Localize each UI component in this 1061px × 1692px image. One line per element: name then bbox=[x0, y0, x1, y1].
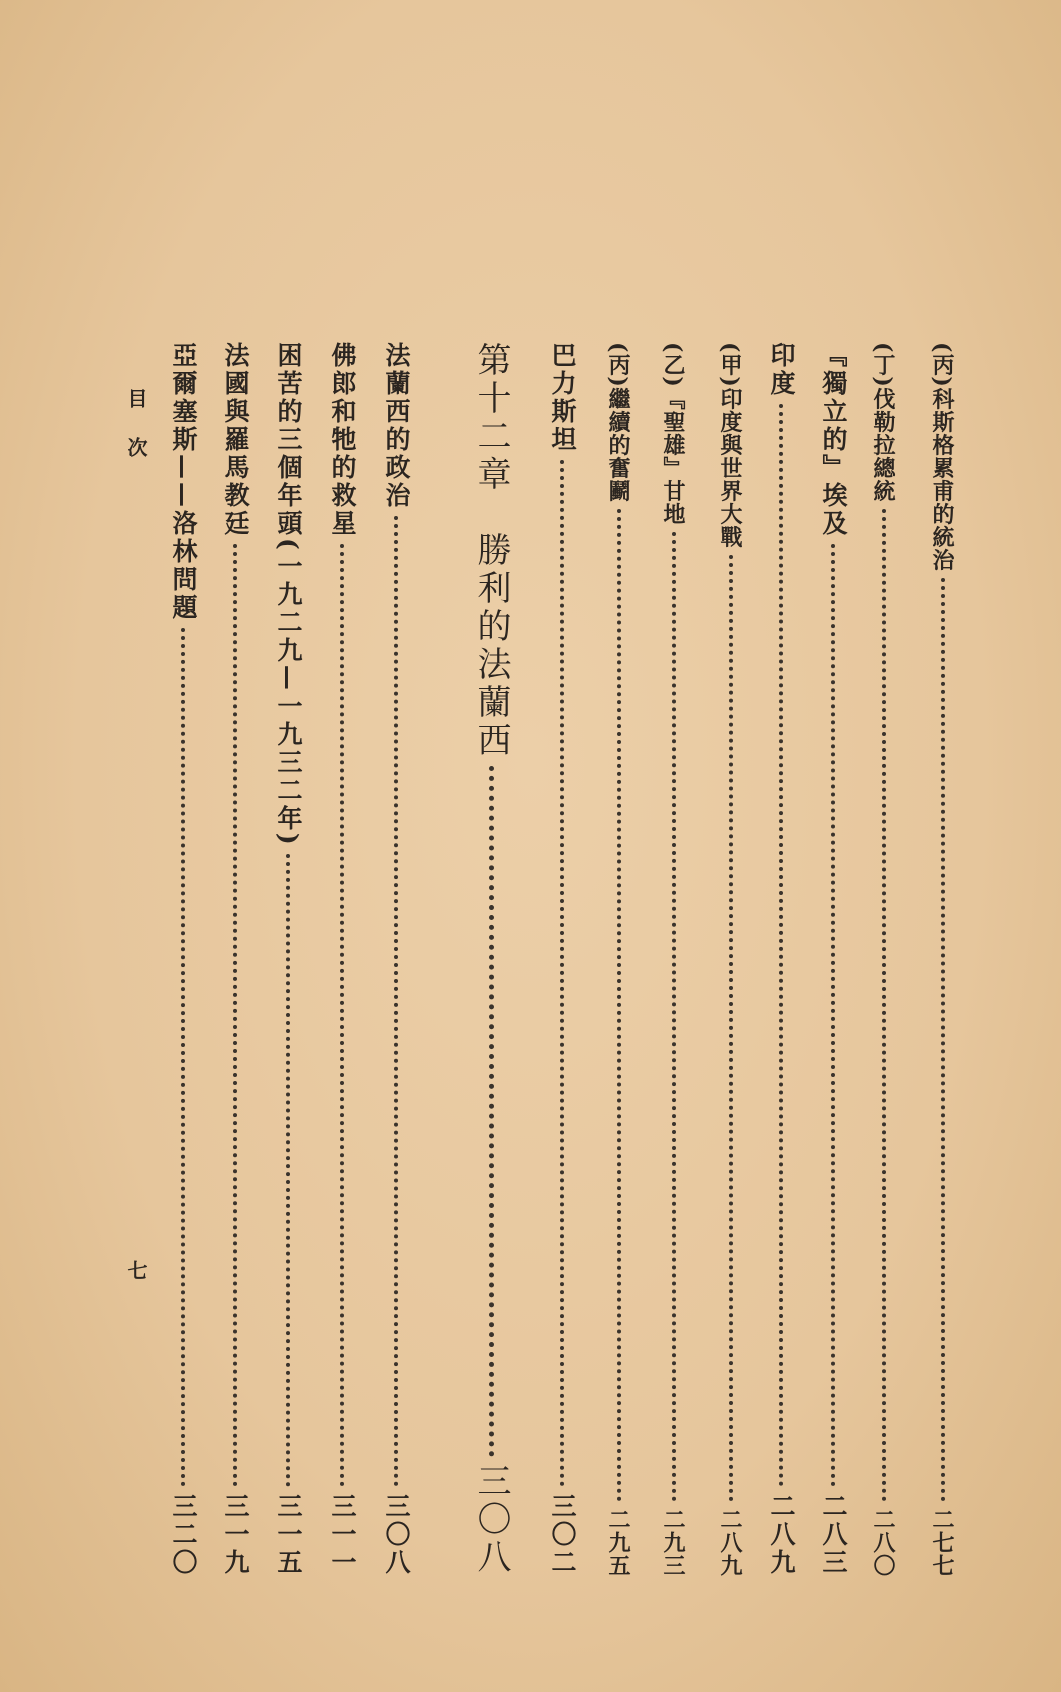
entry-title: 佛郎和牠的救星 bbox=[328, 342, 357, 538]
dot-leader bbox=[882, 509, 886, 1502]
entry-page-number: 三一一 bbox=[328, 1493, 357, 1577]
entry-title: 亞爾塞斯——洛林問題 bbox=[169, 342, 198, 622]
toc-entry[interactable] bbox=[217, 342, 253, 1577]
toc-entry[interactable] bbox=[324, 342, 360, 1577]
dot-leader bbox=[672, 532, 676, 1502]
entry-title: 法國與羅馬教廷 bbox=[221, 342, 250, 538]
entry-title: 巴力斯坦 bbox=[548, 342, 577, 454]
entry-title: 『獨立的』埃及 bbox=[819, 342, 848, 538]
entry-page-number: 二八九 bbox=[767, 1493, 796, 1577]
dot-leader bbox=[941, 578, 945, 1502]
entry-title: 困苦的三個年頭(一九二九—一九三二年) bbox=[274, 342, 303, 848]
chapter-title: 第十二章 勝利的法蘭西 bbox=[471, 342, 511, 760]
entry-title: 法蘭西的政治 bbox=[382, 342, 411, 510]
dot-leader bbox=[560, 460, 564, 1487]
folio-page-number: 七 bbox=[124, 1260, 148, 1280]
toc-entry[interactable] bbox=[270, 342, 306, 1577]
dot-leader bbox=[233, 544, 237, 1487]
chapter-heading[interactable] bbox=[467, 342, 516, 1577]
toc-entry[interactable] bbox=[544, 342, 580, 1577]
toc-entry[interactable] bbox=[763, 342, 799, 1577]
entry-title: (甲)印度與世界大戰 bbox=[717, 342, 743, 549]
entry-title: (乙)『聖雄』甘地 bbox=[660, 342, 686, 526]
running-header-char: 目 bbox=[124, 388, 148, 408]
toc-entry[interactable] bbox=[815, 342, 851, 1577]
entry-page-number: 二八三 bbox=[819, 1493, 848, 1577]
toc-entry[interactable] bbox=[868, 342, 899, 1577]
entry-page-number: 二八九 bbox=[717, 1508, 743, 1577]
dot-leader bbox=[779, 404, 783, 1487]
dot-leader bbox=[489, 766, 494, 1457]
entry-title: 印度 bbox=[767, 342, 796, 398]
entry-page-number: 三二〇 bbox=[169, 1493, 198, 1577]
dot-leader bbox=[729, 555, 733, 1502]
running-header-char: 次 bbox=[124, 437, 148, 457]
toc-entry[interactable] bbox=[165, 342, 201, 1577]
entry-page-number: 二八〇 bbox=[870, 1508, 896, 1577]
entry-page-number: 三〇八 bbox=[382, 1493, 411, 1577]
entry-page-number: 二九五 bbox=[605, 1508, 631, 1577]
dot-leader bbox=[340, 544, 344, 1487]
dot-leader bbox=[181, 628, 185, 1487]
toc-entry[interactable] bbox=[927, 342, 958, 1577]
dot-leader bbox=[831, 544, 835, 1487]
entry-page-number: 三一九 bbox=[221, 1493, 250, 1577]
toc-entry[interactable] bbox=[378, 342, 414, 1577]
entry-page-number: 三〇八 bbox=[471, 1463, 511, 1577]
toc-entry[interactable] bbox=[715, 342, 746, 1577]
entry-page-number: 二九三 bbox=[660, 1508, 686, 1577]
dot-leader bbox=[286, 854, 290, 1487]
toc-entry[interactable] bbox=[658, 342, 689, 1577]
entry-page-number: 三〇二 bbox=[548, 1493, 577, 1577]
entry-title: (丁)伐勒拉總統 bbox=[870, 342, 896, 503]
entry-title: (丙)科斯格累甫的統治 bbox=[929, 342, 955, 572]
entry-title: (丙)繼續的奮鬬 bbox=[605, 342, 631, 503]
entry-page-number: 三一五 bbox=[274, 1493, 303, 1577]
entry-page-number: 二七七 bbox=[929, 1508, 955, 1577]
toc-entry[interactable] bbox=[603, 342, 634, 1577]
dot-leader bbox=[617, 509, 621, 1502]
dot-leader bbox=[394, 516, 398, 1487]
